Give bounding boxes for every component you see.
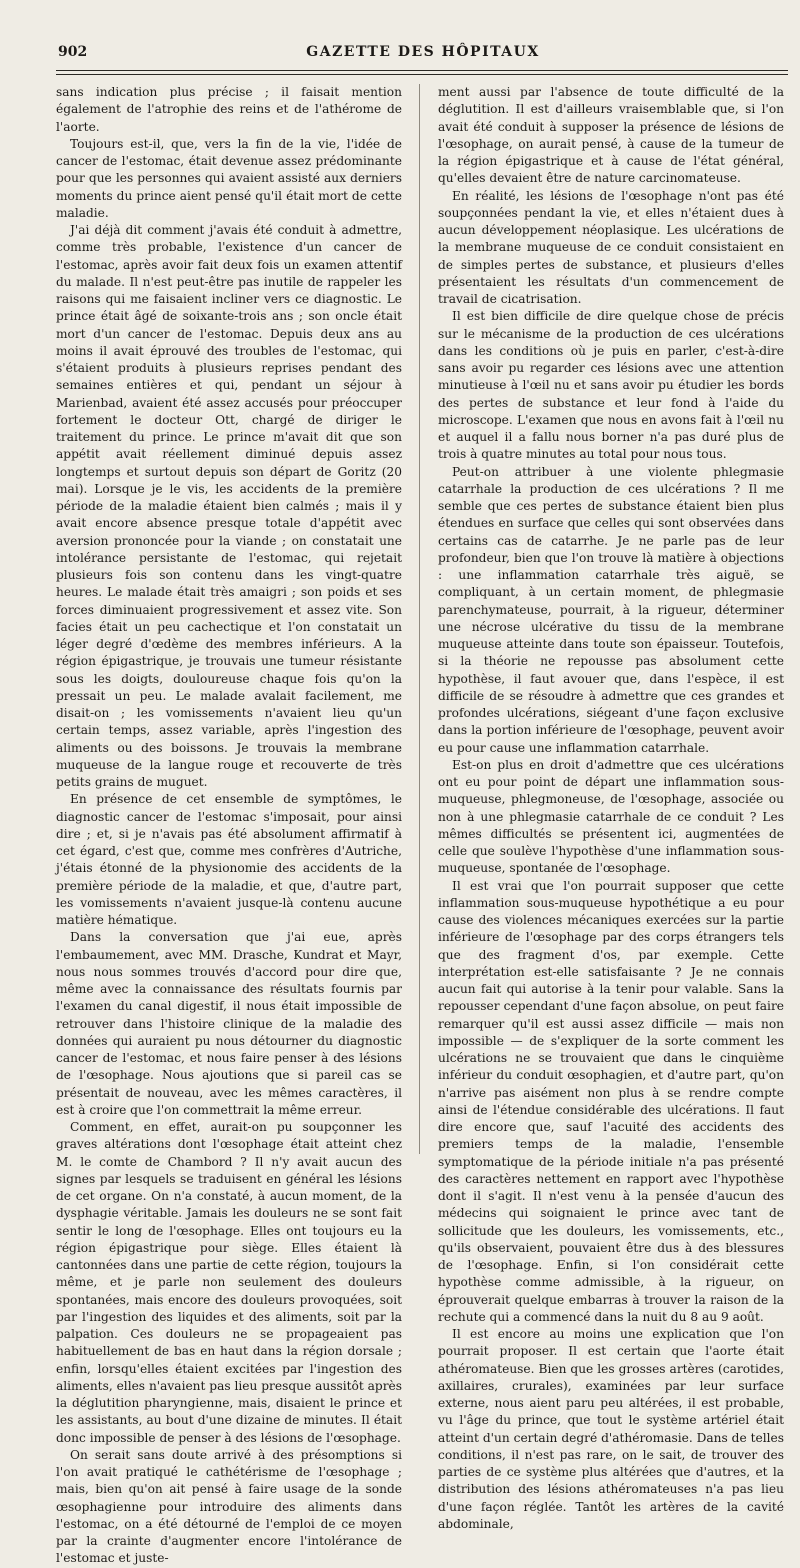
paragraph: Comment, en effet, aurait-on pu soupçonner les graves altérations dont l'œsophage était atteint chez M. le comte de Chambord ? Il n'y avait aucun des signes par lesquels se traduisent en général les lésions de cet organe. On n'a constaté, à aucun moment, de la dysphagie véritable. Jamais les douleurs ne se sont fait sentir le long de l'œsophage. Elles ont toujours eu la région épigastrique pour siège. Elles étaient là cantonnées dans une partie de cette région, toujours la même, et je parle non seulement des douleurs spontanées, mais encore des douleurs provoquées, soit par l'ingestion des liquides et des aliments, soit par la palpation. Ces douleurs ne se propageaient pas habituellement de bas en haut dans la région dorsale ; enfin, lorsqu'elles étaient excitées par l'ingestion des aliments, elles n'avaient pas lieu presque aussitôt après la déglutition pharyngienne, mais, disaient le prince et les assistants, au bout d'une dizaine de minutes. Il était donc impossible de penser à des lésions de l'œsophage.: [56, 1120, 402, 1445]
paragraph: Toujours est-il, que, vers la fin de la vie, l'idée de cancer de l'estomac, était devenue assez prédominante pour que les personnes qui avaient assisté aux derniers moments du prince aient pensé qu'il était mort de cette maladie.: [56, 136, 402, 220]
header-rule-bottom: [56, 74, 788, 75]
paragraph: J'ai déjà dit comment j'avais été conduit à admettre, comme très probable, l'existence d'un cancer de l'estomac, après avoir fait deux fois un examen attentif du malade. Il n'est peut-être pas inutile de rappeler les raisons qui me faisaient incliner vers ce diagnostic. Le prince était âgé de soixante-trois ans ; son oncle était mort d'un cancer de l'estomac. Depuis deux ans au moins il avait éprouvé des troubles de l'estomac, qui s'étaient produits à plusieurs reprises pendant des semaines entières et qui, pendant un séjour à Marienbad, avaient été assez accusés pour préoccuper fortement le docteur Ott, chargé de diriger le traitement du prince. Le prince m'avait dit que son appétit avait réellement diminué depuis assez longtemps et surtout depuis son départ de Goritz (20 mai). Lorsque je le vis, les accidents de la première période de la maladie étaient bien calmés ; mais il y avait encore absence presque totale d'appétit avec aversion prononcée pour la viande ; on constatait une intolérance persistante de l'estomac, qui rejetait plusieurs fois son contenu dans les vingt-quatre heures. Le malade était très amaigri ; son poids et ses forces diminuaient progressivement et assez vite. Son facies était un peu cachectique et l'on constatait un léger degré d'œdème des membres inférieurs. A la région épigastrique, je trouvais une tumeur résistante sous les doigts, douloureuse chaque fois qu'on la pressait un peu. Le malade avalait facilement, me disait-on ; les vomissements n'avaient lieu qu'un certain temps, assez variable, après l'ingestion des aliments ou des boissons. Je trouvais la membrane muqueuse de la langue rouge et recouverte de très petits grains de muguet.: [56, 223, 402, 789]
page-number: 902: [58, 44, 88, 60]
right-column: [438, 84, 784, 1531]
paragraph: Dans la conversation que j'ai eue, après l'embaumement, avec MM. Drasche, Kundrat et Mayr, nous nous sommes trouvés d'accord pour dire que, même avec la connaissance des résultats fournis par l'examen du canal digestif, il nous était impossible de retrouver dans l'histoire clinique de la maladie des données qui auraient pu nous détourner du diagnostic cancer de l'estomac, et nous faire penser à des lésions de l'œsophage. Nous ajoutions que si pareil cas se présentait de nouveau, avec les mêmes caractères, il est à croire que l'on commettrait la même erreur.: [56, 930, 402, 1117]
paragraph: ment aussi par l'absence de toute difficulté de la déglutition. Il est d'ailleurs vraisemblable que, si l'on avait été conduit à supposer la présence de lésions de l'œsophage, on aurait pensé, à cause de la tumeur de la région épigastrique et à cause de l'état général, qu'elles devaient être de nature carcinomateuse.: [438, 85, 784, 186]
left-column: [56, 84, 402, 1566]
paragraph: En réalité, les lésions de l'œsophage n'ont pas été soupçonnées pendant la vie, et elles n'étaient dues à aucun développement néoplasique. Les ulcérations de la membrane muqueuse de ce conduit consistaient en de simples pertes de substance, et plusieurs d'elles présentaient les résultats d'un commencement de travail de cicatrisation.: [438, 188, 784, 306]
header-rule-top: [56, 70, 788, 71]
column-divider: [419, 84, 420, 1154]
paragraph: Il est bien difficile de dire quelque chose de précis sur le mécanisme de la production de ces ulcérations dans les conditions où je puis en parler, c'est-à-dire sans avoir pu regarder ces lésions avec une attention minutieuse à l'œil nu et sans avoir pu étudier les bords des pertes de substance et leur fond à l'aide du microscope. L'examen que nous en avons fait à l'œil nu et auquel il a fallu nous borner n'a pas duré plus de trois à quatre minutes au total pour nous tous.: [438, 309, 784, 462]
paragraph: On serait sans doute arrivé à des présomptions si l'on avait pratiqué le cathétérisme de l'œsophage ; mais, bien qu'on ait pensé à faire usage de la sonde œsophagienne pour introduire des aliments dans l'estomac, on a été détourné de l'emploi de ce moyen par la crainte d'augmenter encore l'intolérance de l'estomac et juste-: [56, 1447, 402, 1566]
paragraph: Il est vrai que l'on pourrait supposer que cette inflammation sous-muqueuse hypothétique a eu pour cause des violences mécaniques exercées sur la partie inférieure de l'œsophage par des corps étrangers tels que des fragment d'os, par exemple. Cette interprétation est-elle satisfaisante ? Je ne connais aucun fait qui autorise à la tenir pour valable. Sans la repousser cependant d'une façon absolue, on peut faire remarquer qu'il est aussi assez difficile — mais non impossible — de s'expliquer de la sorte comment les ulcérations ne se trouvaient que dans le cinquième inférieur du conduit œsophagien, et d'autre part, qu'on n'arrive pas aisément non plus à se rendre compte ainsi de l'étendue considérable des ulcérations. Il faut dire encore que, sauf l'acuité des accidents des premiers temps de la maladie, l'ensemble symptomatique de la période initiale n'a pas présenté des caractères nettement en rapport avec l'hypothèse dont il s'agit. Il n'est venu à la pensée d'aucun des médecins qui soignaient le prince avec tant de sollicitude que les douleurs, les vomissements, etc., qu'ils observaient, pouvaient être dus à des blessures de l'œsophage. Enfin, si l'on considérait cette hypothèse comme admissible, à la rigueur, on éprouverait quelque embarras à trouver la raison de la rechute qui a commencé dans la nuit du 8 au 9 août.: [438, 878, 784, 1324]
paragraph: Il est encore au moins une explication que l'on pourrait proposer. Il est certain que l'aorte était athéromateuse. Bien que les grosses artères (carotides, axillaires, crurales), examinées par leur surface externe, nous aient paru peu altérées, il est probable, vu l'âge du prince, que tout le système artériel était atteint d'un certain degré d'athéromasie. Dans de telles conditions, il n'est pas rare, on le sait, de trouver des parties de ce système plus altérées que d'autres, et la distribution des lésions athéromateuses n'a pas lieu d'une façon réglée. Tantôt les artères de la cavité abdominale,: [438, 1327, 784, 1531]
paragraph: sans indication plus précise ; il faisait mention également de l'atrophie des reins et de l'athérome de l'aorte.: [56, 85, 402, 134]
paragraph: En présence de cet ensemble de symptômes, le diagnostic cancer de l'estomac s'imposait, pour ainsi dire ; et, si je n'avais pas été absolument affirmatif à cet égard, c'est que, comme mes confrères d'Autriche, j'étais étonné de la physionomie des accidents de la première période de la maladie, et que, d'autre part, les vomissements n'avaient jusque-là contenu aucune matière hématique.: [56, 792, 402, 927]
paragraph: Est-on plus en droit d'admettre que ces ulcérations ont eu pour point de départ une inflammation sous-muqueuse, phlegmoneuse, de l'œsophage, associée ou non à une phlegmasie catarrhale de ce conduit ? Les mêmes difficultés se présentent ici, augmentées de celle que soulève l'hypothèse d'une inflammation sous-muqueuse, spontanée de l'œsophage.: [438, 757, 784, 876]
page-header: [58, 44, 788, 66]
paragraph: Peut-on attribuer à une violente phlegmasie catarrhale la production de ces ulcérations ? Il me semble que ces pertes de substance étaient bien plus étendues en surface que celles qui sont observées dans certains cas de catarrhe. Je ne parle pas de leur profondeur, bien que l'on trouve là matière à objections : une inflammation catarrhale très aiguë, se compliquant, à un certain moment, de phlegmasie parenchymateuse, pourrait, à la rigueur, déterminer une nécrose ulcérative du tissu de la membrane muqueuse atteinte dans toute son épaisseur. Toutefois, si la théorie ne repousse pas absolument cette hypothèse, il faut avouer que, dans l'espèce, il est difficile de se résoudre à admettre que ces grandes et profondes ulcérations, siégeant d'une façon exclusive dans la portion inférieure de l'œsophage, peuvent avoir eu pour cause une inflammation catarrhale.: [438, 464, 784, 755]
journal-title: GAZETTE DES HÔPITAUX: [306, 44, 540, 60]
